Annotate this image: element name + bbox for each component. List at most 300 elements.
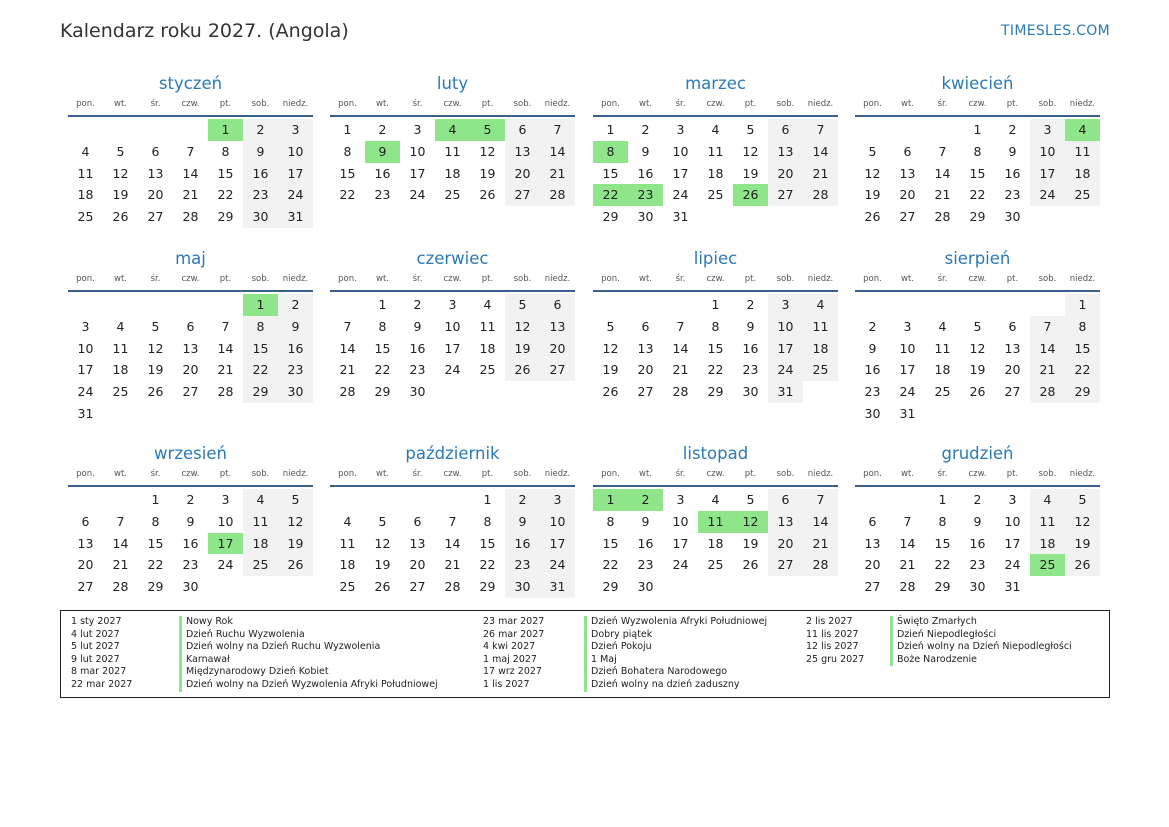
day-cell: 16 <box>374 165 391 181</box>
day-cell: 6 <box>868 513 877 529</box>
day-grid <box>330 292 575 403</box>
holiday-date: 8 mar 2027 <box>71 666 127 678</box>
day-cell: 4 <box>1030 489 1065 511</box>
weekday-label: pt. <box>481 274 494 284</box>
holiday-date: 22 mar 2027 <box>71 678 133 690</box>
weekday-label: pon. <box>601 274 620 284</box>
weekday-label: sob. <box>1038 274 1057 284</box>
day-cell: 2 <box>413 297 422 312</box>
month-name: listopad <box>682 444 749 463</box>
empty-cell <box>1030 403 1065 425</box>
empty-cell <box>803 206 838 228</box>
day-cell: 23 <box>969 557 986 573</box>
day-cell: 7 <box>938 143 947 159</box>
empty-cell <box>1030 294 1065 316</box>
month-block <box>330 73 575 206</box>
day-cell: 14 <box>899 535 916 551</box>
weekday-label: niedz. <box>1069 469 1096 479</box>
empty-cell <box>138 119 173 141</box>
day-cell: 19 <box>864 187 881 203</box>
day-cell: 30 <box>243 206 278 228</box>
weekday-label: wt. <box>639 469 652 479</box>
day-cell: 13 <box>637 340 654 356</box>
day-cell: 21 <box>899 557 916 573</box>
day-cell: 31 <box>768 381 803 403</box>
holiday-name: Dzień Wyzwolenia Afryki Południowej <box>584 616 767 629</box>
holiday-name: Dzień wolny na Dzień Niepodległości <box>890 641 1072 654</box>
empty-cell <box>768 206 803 228</box>
day-cell: 12 <box>112 165 129 181</box>
day-cell: 13 <box>77 535 94 551</box>
day-cell: 25 <box>803 359 838 381</box>
day-cell: 16 <box>182 535 199 551</box>
day-cell: 19 <box>742 535 759 551</box>
month-name: czerwiec <box>416 249 489 268</box>
month-block <box>855 443 1100 598</box>
day-cell: 19 <box>374 557 391 573</box>
day-cell: 1 <box>606 122 615 137</box>
holiday-name: Nowy Rok <box>179 616 438 629</box>
weekday-label: pt. <box>744 469 757 479</box>
day-cell: 1 <box>483 492 492 507</box>
day-cell: 5 <box>278 489 313 511</box>
day-cell: 8 <box>343 143 352 159</box>
weekday-header <box>330 467 575 487</box>
day-cell: 28 <box>339 384 356 400</box>
day-cell: 18 <box>243 533 278 555</box>
day-cell: 16 <box>505 533 540 555</box>
day-cell: 24 <box>899 384 916 400</box>
day-cell: 26 <box>742 557 759 573</box>
empty-cell <box>593 294 628 316</box>
day-cell: 17 <box>768 338 803 360</box>
weekday-label: czw. <box>443 469 462 479</box>
weekday-header <box>68 97 313 117</box>
day-cell: 5 <box>378 513 387 529</box>
day-cell: 5 <box>116 143 125 159</box>
weekday-label: śr. <box>412 469 423 479</box>
day-cell: 24 <box>444 362 461 378</box>
day-grid <box>330 117 575 206</box>
holiday-date: 11 lis 2027 <box>806 628 859 640</box>
day-cell: 28 <box>899 579 916 595</box>
day-cell: 10 <box>1004 513 1021 529</box>
holiday-date: 2 lis 2027 <box>806 616 853 627</box>
day-cell: 24 <box>540 554 575 576</box>
day-cell: 8 <box>593 141 628 163</box>
day-cell: 27 <box>899 209 916 225</box>
weekday-label: pt. <box>744 99 757 109</box>
day-cell: 2 <box>378 122 387 137</box>
day-grid <box>855 117 1100 228</box>
day-cell: 11 <box>1065 141 1100 163</box>
legend-names-column <box>179 616 438 692</box>
day-cell: 3 <box>278 119 313 141</box>
day-cell: 1 <box>343 122 352 137</box>
empty-cell <box>960 294 995 316</box>
day-cell: 27 <box>540 359 575 381</box>
weekday-label: sob. <box>776 469 795 479</box>
day-cell: 7 <box>903 513 912 529</box>
day-cell: 30 <box>1004 209 1021 225</box>
day-cell: 29 <box>707 384 724 400</box>
day-cell: 15 <box>707 340 724 356</box>
day-cell: 16 <box>1004 165 1021 181</box>
holiday-date: 4 kwi 2027 <box>483 641 536 653</box>
empty-cell <box>855 119 890 141</box>
day-cell: 19 <box>278 533 313 555</box>
day-cell: 31 <box>899 405 916 421</box>
day-cell: 14 <box>672 340 689 356</box>
day-cell: 29 <box>374 384 391 400</box>
day-cell: 22 <box>339 187 356 203</box>
day-cell: 8 <box>1065 316 1100 338</box>
weekday-label: pon. <box>863 274 882 284</box>
day-cell: 9 <box>505 511 540 533</box>
day-cell: 16 <box>969 535 986 551</box>
day-cell: 20 <box>637 362 654 378</box>
day-cell: 13 <box>540 316 575 338</box>
empty-cell <box>243 576 278 598</box>
day-cell: 16 <box>742 340 759 356</box>
holiday-name: Międzynarodowy Dzień Kobiet <box>179 666 438 679</box>
day-cell: 18 <box>707 165 724 181</box>
day-cell: 2 <box>243 119 278 141</box>
day-cell: 5 <box>505 294 540 316</box>
weekday-label: sob. <box>513 469 532 479</box>
day-cell: 3 <box>676 122 685 137</box>
day-cell: 31 <box>1004 579 1021 595</box>
empty-cell <box>103 489 138 511</box>
month-block <box>330 443 575 598</box>
weekday-label: wt. <box>376 274 389 284</box>
day-cell: 19 <box>742 165 759 181</box>
day-cell: 27 <box>768 184 803 206</box>
day-cell: 15 <box>934 535 951 551</box>
weekday-label: śr. <box>937 274 948 284</box>
weekday-label: śr. <box>150 99 161 109</box>
day-cell: 9 <box>278 316 313 338</box>
weekday-label: sob. <box>251 99 270 109</box>
day-cell: 21 <box>217 362 234 378</box>
empty-cell <box>855 489 890 511</box>
day-cell: 10 <box>444 318 461 334</box>
day-cell: 13 <box>147 165 164 181</box>
day-grid <box>593 117 838 228</box>
day-cell: 10 <box>1030 141 1065 163</box>
day-cell: 20 <box>899 187 916 203</box>
day-cell: 15 <box>147 535 164 551</box>
day-cell: 12 <box>1065 511 1100 533</box>
legend-dates-column <box>71 616 132 692</box>
weekday-header <box>855 467 1100 487</box>
weekday-label: niedz. <box>544 274 571 284</box>
day-cell: 18 <box>112 362 129 378</box>
day-cell: 26 <box>602 384 619 400</box>
empty-cell <box>803 576 838 598</box>
day-cell: 17 <box>1030 163 1065 185</box>
day-cell: 4 <box>1065 119 1100 141</box>
day-cell: 12 <box>505 316 540 338</box>
day-cell: 16 <box>637 535 654 551</box>
day-cell: 30 <box>742 384 759 400</box>
day-cell: 2 <box>186 492 195 507</box>
empty-cell <box>103 403 138 425</box>
weekday-label: śr. <box>937 99 948 109</box>
weekday-label: niedz. <box>807 99 834 109</box>
day-cell: 25 <box>479 362 496 378</box>
day-cell: 8 <box>711 318 720 334</box>
day-grid <box>855 487 1100 598</box>
weekday-header <box>330 272 575 292</box>
day-cell: 21 <box>112 557 129 573</box>
legend-names-column <box>584 616 767 692</box>
day-cell: 13 <box>1004 340 1021 356</box>
day-cell: 13 <box>768 511 803 533</box>
legend-dates-column <box>483 616 544 692</box>
weekday-label: śr. <box>150 274 161 284</box>
day-cell: 3 <box>81 318 90 334</box>
empty-cell <box>103 294 138 316</box>
holiday-name: Dzień Pokoju <box>584 641 767 654</box>
holiday-date: 5 lut 2027 <box>71 641 120 653</box>
month-name: styczeń <box>158 74 223 93</box>
day-cell: 22 <box>243 359 278 381</box>
day-cell: 31 <box>540 576 575 598</box>
day-cell: 18 <box>803 338 838 360</box>
day-cell: 15 <box>602 165 619 181</box>
day-cell: 2 <box>868 318 877 334</box>
day-cell: 19 <box>147 362 164 378</box>
day-cell: 29 <box>1065 381 1100 403</box>
day-cell: 26 <box>864 209 881 225</box>
weekday-label: pt. <box>481 469 494 479</box>
day-cell: 19 <box>602 362 619 378</box>
day-cell: 25 <box>339 579 356 595</box>
day-cell: 11 <box>707 143 724 159</box>
empty-cell <box>855 294 890 316</box>
day-cell: 7 <box>116 513 125 529</box>
day-cell: 11 <box>77 165 94 181</box>
day-cell: 13 <box>182 340 199 356</box>
weekday-label: czw. <box>181 469 200 479</box>
day-cell: 16 <box>278 338 313 360</box>
empty-cell <box>435 381 470 403</box>
weekday-header <box>855 272 1100 292</box>
weekday-label: sob. <box>513 274 532 284</box>
weekday-label: czw. <box>181 99 200 109</box>
day-cell: 28 <box>540 184 575 206</box>
day-cell: 29 <box>602 209 619 225</box>
weekday-label: wt. <box>639 99 652 109</box>
day-cell: 5 <box>973 318 982 334</box>
holiday-date: 1 maj 2027 <box>483 653 537 665</box>
day-cell: 15 <box>602 535 619 551</box>
month-block <box>855 248 1100 425</box>
empty-cell <box>628 294 663 316</box>
day-cell: 27 <box>182 384 199 400</box>
day-cell: 12 <box>374 535 391 551</box>
day-cell: 17 <box>540 533 575 555</box>
weekday-label: pt. <box>219 469 232 479</box>
day-cell: 4 <box>343 513 352 529</box>
empty-cell <box>243 403 278 425</box>
holiday-name: Karnawał <box>179 654 438 667</box>
day-cell: 18 <box>707 535 724 551</box>
day-cell: 12 <box>479 143 496 159</box>
weekday-label: śr. <box>412 99 423 109</box>
empty-cell <box>733 206 768 228</box>
empty-cell <box>68 489 103 511</box>
holiday-date: 4 lut 2027 <box>71 628 120 640</box>
day-cell: 21 <box>803 533 838 555</box>
day-cell: 22 <box>147 557 164 573</box>
weekday-label: pon. <box>76 469 95 479</box>
brand-link[interactable]: TIMESLES.COM <box>1001 23 1110 39</box>
legend-names-column <box>890 616 1072 666</box>
holiday-name: Dzień wolny na Dzień Ruchu Wyzwolenia <box>179 641 438 654</box>
weekday-label: sob. <box>251 274 270 284</box>
day-cell: 10 <box>672 143 689 159</box>
month-name: marzec <box>685 74 746 93</box>
day-cell: 19 <box>112 187 129 203</box>
day-cell: 24 <box>409 187 426 203</box>
day-cell: 16 <box>864 362 881 378</box>
day-cell: 20 <box>147 187 164 203</box>
holiday-name: 1 Maj <box>584 654 767 667</box>
day-cell: 29 <box>602 579 619 595</box>
holiday-date: 23 mar 2027 <box>483 616 545 627</box>
day-cell: 9 <box>868 340 877 356</box>
empty-cell <box>365 489 400 511</box>
day-cell: 24 <box>278 184 313 206</box>
day-cell: 3 <box>413 122 422 137</box>
day-cell: 11 <box>1030 511 1065 533</box>
day-cell: 27 <box>637 384 654 400</box>
day-cell: 21 <box>1030 359 1065 381</box>
day-cell: 21 <box>182 187 199 203</box>
day-cell: 18 <box>444 165 461 181</box>
day-cell: 23 <box>278 359 313 381</box>
day-cell: 12 <box>969 340 986 356</box>
weekday-label: niedz. <box>1069 99 1096 109</box>
holiday-date: 26 mar 2027 <box>483 628 545 640</box>
day-cell: 20 <box>864 557 881 573</box>
day-cell: 10 <box>278 141 313 163</box>
weekday-label: śr. <box>937 469 948 479</box>
day-cell: 29 <box>147 579 164 595</box>
day-cell: 11 <box>112 340 129 356</box>
day-cell: 13 <box>409 535 426 551</box>
day-cell: 27 <box>77 579 94 595</box>
day-cell: 25 <box>1030 554 1065 576</box>
empty-cell <box>470 381 505 403</box>
empty-cell <box>208 576 243 598</box>
weekday-label: czw. <box>968 99 987 109</box>
day-cell: 17 <box>77 362 94 378</box>
day-cell: 21 <box>540 163 575 185</box>
day-cell: 9 <box>973 513 982 529</box>
weekday-label: niedz. <box>282 99 309 109</box>
day-cell: 9 <box>243 141 278 163</box>
day-grid <box>68 292 313 425</box>
day-cell: 5 <box>746 122 755 137</box>
day-cell: 20 <box>409 557 426 573</box>
day-cell: 22 <box>374 362 391 378</box>
day-cell: 2 <box>973 492 982 507</box>
weekday-label: czw. <box>706 469 725 479</box>
weekday-label: pt. <box>1006 274 1019 284</box>
empty-cell <box>540 381 575 403</box>
holiday-legend <box>60 610 1110 698</box>
day-cell: 19 <box>505 338 540 360</box>
day-cell: 27 <box>864 579 881 595</box>
holiday-date: 17 wrz 2027 <box>483 666 542 678</box>
day-cell: 17 <box>208 533 243 555</box>
day-cell: 4 <box>938 318 947 334</box>
day-cell: 14 <box>112 535 129 551</box>
weekday-label: wt. <box>376 469 389 479</box>
day-cell: 28 <box>803 554 838 576</box>
day-cell: 23 <box>742 362 759 378</box>
day-cell: 26 <box>479 187 496 203</box>
day-cell: 24 <box>217 557 234 573</box>
day-cell: 13 <box>505 141 540 163</box>
day-cell: 6 <box>768 489 803 511</box>
day-cell: 2 <box>746 297 755 312</box>
holiday-date: 1 lis 2027 <box>483 678 530 690</box>
weekday-label: wt. <box>114 469 127 479</box>
empty-cell <box>995 294 1030 316</box>
weekday-header <box>593 467 838 487</box>
day-cell: 2 <box>641 122 650 137</box>
day-cell: 23 <box>374 187 391 203</box>
day-grid <box>68 117 313 228</box>
day-cell: 20 <box>768 163 803 185</box>
day-cell: 10 <box>540 511 575 533</box>
weekday-label: pon. <box>338 99 357 109</box>
weekday-label: sob. <box>776 274 795 284</box>
day-cell: 11 <box>444 143 461 159</box>
day-cell: 3 <box>676 492 685 507</box>
day-cell: 1 <box>711 297 720 312</box>
day-cell: 7 <box>221 318 230 334</box>
holiday-name: Dzień wolny na Dzień Wyzwolenia Afryki Południowej <box>179 679 438 692</box>
month-name: maj <box>175 249 206 268</box>
empty-cell <box>733 576 768 598</box>
weekday-label: pt. <box>1006 99 1019 109</box>
day-cell: 19 <box>1065 533 1100 555</box>
day-cell: 22 <box>969 187 986 203</box>
weekday-label: sob. <box>1038 469 1057 479</box>
weekday-label: czw. <box>181 274 200 284</box>
weekday-label: wt. <box>639 274 652 284</box>
day-cell: 4 <box>803 294 838 316</box>
weekday-label: niedz. <box>282 469 309 479</box>
day-cell: 26 <box>1065 554 1100 576</box>
day-cell: 17 <box>409 165 426 181</box>
empty-cell <box>890 489 925 511</box>
day-cell: 26 <box>278 554 313 576</box>
day-cell: 20 <box>505 163 540 185</box>
day-cell: 22 <box>217 187 234 203</box>
day-cell: 3 <box>221 492 230 507</box>
weekday-label: pon. <box>76 274 95 284</box>
weekday-label: wt. <box>901 469 914 479</box>
weekday-label: niedz. <box>807 274 834 284</box>
day-cell: 8 <box>378 318 387 334</box>
weekday-label: śr. <box>150 469 161 479</box>
